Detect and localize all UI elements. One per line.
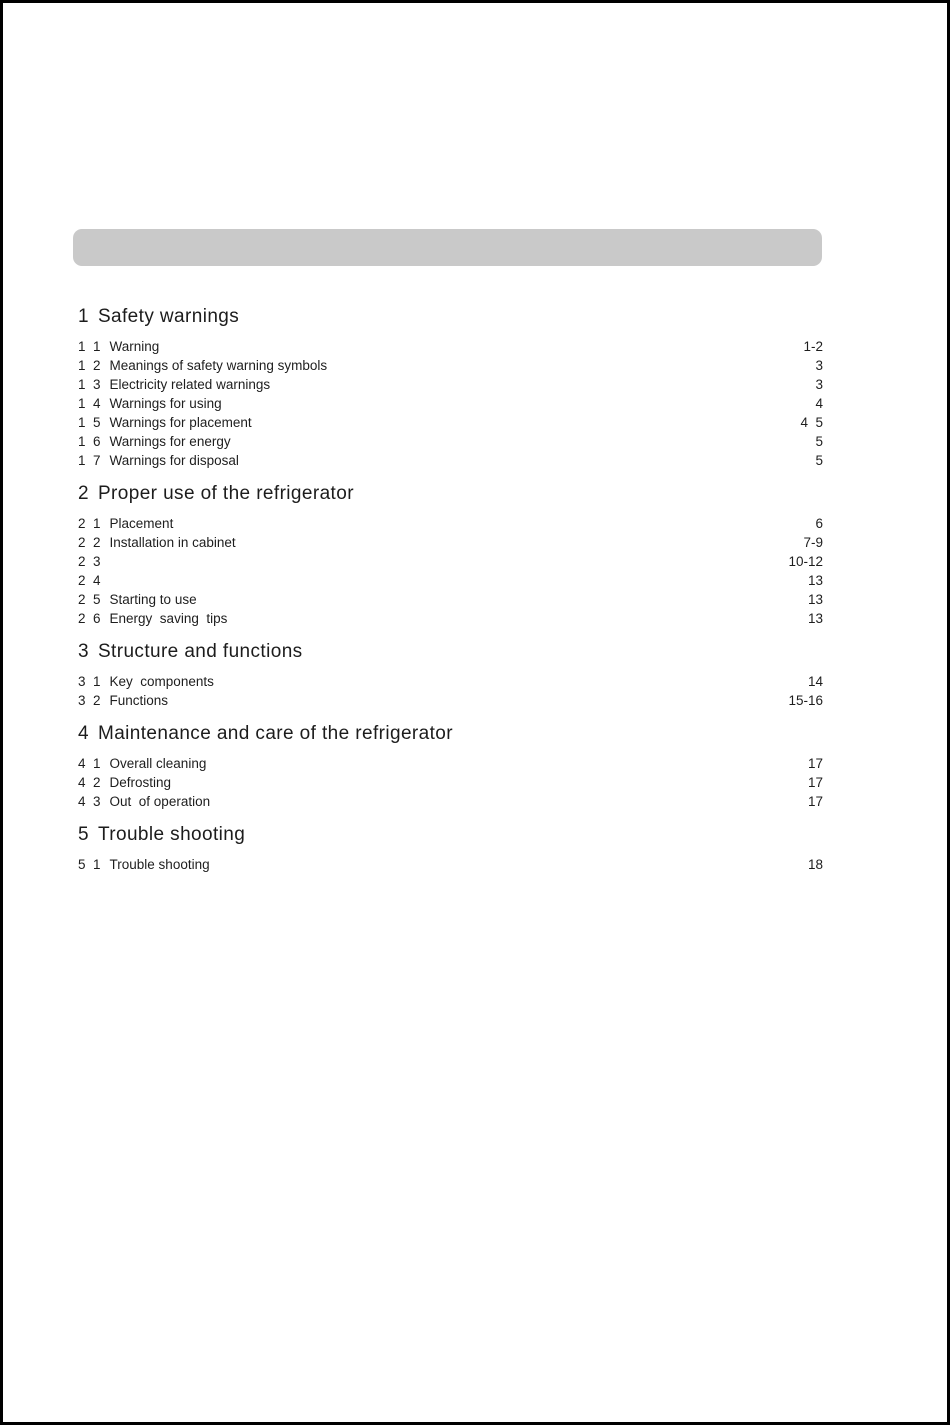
item-number: 5 1 [78, 857, 101, 872]
item-number: 4 1 [78, 756, 101, 771]
toc-row-left [78, 590, 197, 609]
section-number: 1 [78, 306, 89, 327]
section-title: Safety warnings [97, 306, 240, 327]
toc-row-left [78, 552, 110, 571]
item-number: 1 1 [78, 339, 101, 354]
item-label: Overall cleaning [109, 756, 207, 771]
item-label: Warning [109, 339, 160, 354]
toc-row [78, 375, 823, 394]
toc-row [78, 533, 823, 552]
item-page-number: 4 5 [800, 415, 823, 430]
section-heading [78, 306, 823, 328]
item-label: Out of operation [109, 794, 211, 809]
section-title: Structure and functions [97, 641, 303, 662]
item-page-number: 17 [807, 775, 823, 790]
toc-row [78, 691, 823, 710]
item-label: Warnings for energy [109, 434, 231, 449]
toc-row [78, 451, 823, 470]
item-number: 2 5 [78, 592, 101, 607]
item-label: Meanings of safety warning symbols [109, 358, 328, 373]
toc-row [78, 552, 823, 571]
item-page-number: 13 [807, 611, 823, 626]
item-number: 2 1 [78, 516, 101, 531]
item-label: Warnings for using [109, 396, 222, 411]
toc-row [78, 792, 823, 811]
item-page-number: 5 [815, 453, 823, 468]
contents-header-bar [73, 229, 822, 266]
toc-row-left [78, 672, 214, 691]
item-page-number: 3 [815, 358, 823, 373]
toc-row [78, 514, 823, 533]
section-number: 5 [78, 824, 89, 845]
toc-row-left [78, 394, 222, 413]
item-number: 1 5 [78, 415, 101, 430]
toc-row-left [78, 356, 327, 375]
item-number: 3 1 [78, 674, 101, 689]
toc-row-left [78, 413, 252, 432]
toc-row [78, 394, 823, 413]
item-number: 1 2 [78, 358, 101, 373]
item-number: 4 2 [78, 775, 101, 790]
toc-row-left [78, 754, 206, 773]
toc-row-left [78, 337, 159, 356]
item-number: 1 4 [78, 396, 101, 411]
toc-row-left [78, 691, 168, 710]
toc-row-left [78, 855, 210, 874]
section-title: Maintenance and care of the refrigerator [97, 723, 453, 744]
item-label: Energy saving tips [109, 611, 228, 626]
item-page-number: 17 [807, 794, 823, 809]
toc-row [78, 773, 823, 792]
item-label: Electricity related warnings [109, 377, 271, 392]
item-page-number: 13 [807, 573, 823, 588]
item-number: 1 7 [78, 453, 101, 468]
toc-row-left [78, 451, 239, 470]
toc-row [78, 855, 823, 874]
section-heading [78, 723, 823, 745]
item-page-number: 18 [807, 857, 823, 872]
item-page-number: 1-2 [803, 339, 823, 354]
item-label: Placement [109, 516, 174, 531]
item-label: Warnings for placement [109, 415, 252, 430]
toc-row-left [78, 571, 110, 590]
toc-row [78, 609, 823, 628]
item-page-number: 13 [807, 592, 823, 607]
item-label: Starting to use [109, 592, 197, 607]
toc-row [78, 571, 823, 590]
section-heading [78, 824, 823, 846]
toc [78, 306, 823, 874]
section-heading [78, 483, 823, 505]
toc-row [78, 672, 823, 691]
toc-row [78, 590, 823, 609]
toc-row-left [78, 432, 231, 451]
toc-row-left [78, 514, 173, 533]
toc-row-left [78, 375, 270, 394]
section-number: 4 [78, 723, 89, 744]
section-title: Trouble shooting [97, 824, 246, 845]
item-number: 4 3 [78, 794, 101, 809]
toc-row [78, 754, 823, 773]
item-number: 2 4 [78, 573, 101, 588]
toc-row-left [78, 773, 171, 792]
toc-row-left [78, 792, 210, 811]
item-page-number: 3 [815, 377, 823, 392]
section-heading [78, 641, 823, 663]
item-page-number: 7-9 [803, 535, 823, 550]
section-number: 3 [78, 641, 89, 662]
item-number: 1 3 [78, 377, 101, 392]
toc-row [78, 413, 823, 432]
item-label: Trouble shooting [109, 857, 210, 872]
toc-row [78, 432, 823, 451]
item-page-number: 5 [815, 434, 823, 449]
toc-row [78, 337, 823, 356]
item-number: 2 2 [78, 535, 101, 550]
section-title: Proper use of the refrigerator [97, 483, 354, 504]
item-label: Installation in cabinet [109, 535, 236, 550]
item-page-number: 10-12 [788, 554, 823, 569]
item-number: 1 6 [78, 434, 101, 449]
item-page-number: 15-16 [788, 693, 823, 708]
item-label: Defrosting [109, 775, 172, 790]
item-number: 2 6 [78, 611, 101, 626]
item-page-number: 14 [807, 674, 823, 689]
item-page-number: 17 [807, 756, 823, 771]
item-page-number: 4 [815, 396, 823, 411]
item-number: 2 3 [78, 554, 101, 569]
item-label: Warnings for disposal [109, 453, 239, 468]
item-label: Functions [109, 693, 169, 708]
item-page-number: 6 [815, 516, 823, 531]
item-label: Key components [109, 674, 214, 689]
section-number: 2 [78, 483, 89, 504]
toc-row [78, 356, 823, 375]
item-number: 3 2 [78, 693, 101, 708]
toc-row-left [78, 609, 227, 628]
toc-row-left [78, 533, 236, 552]
